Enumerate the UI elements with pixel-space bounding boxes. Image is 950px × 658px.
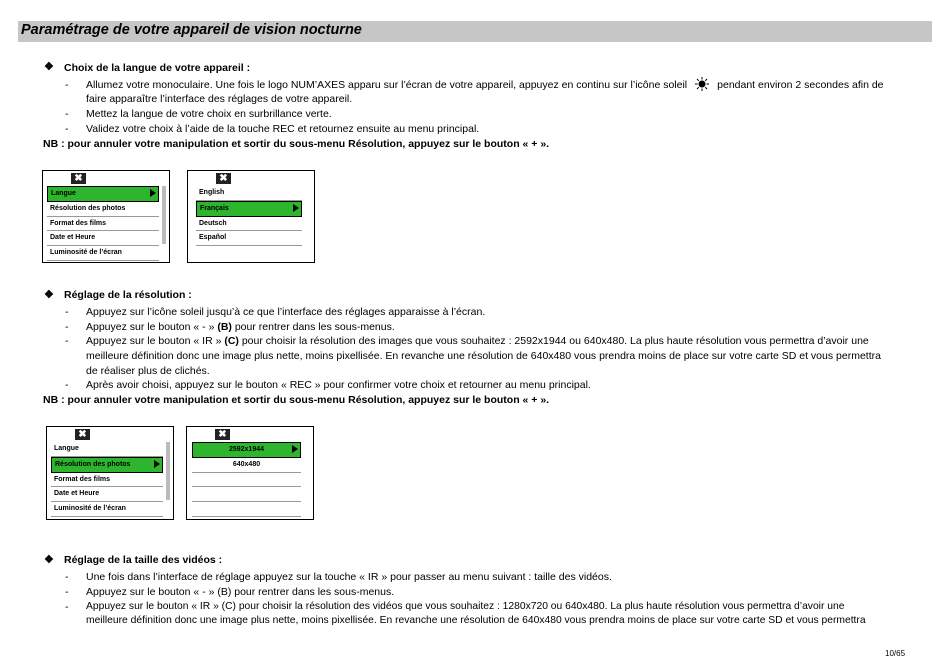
paragraph-line	[86, 78, 884, 93]
dash: -	[65, 123, 69, 135]
page-number: 10/65	[885, 649, 906, 658]
menu-item-deutsch: Deutsch	[196, 217, 302, 232]
text-segment: Appuyez sur le bouton « - »	[86, 321, 215, 333]
menu-item-photo-resolution: Résolution des photos	[47, 202, 159, 217]
resolution-menu-list	[192, 442, 301, 517]
tools-icon: ✖	[71, 173, 86, 184]
dash: -	[65, 321, 69, 333]
section-heading-language: Choix de la langue de votre appareil :	[64, 62, 251, 74]
paragraph-line	[86, 320, 395, 335]
text-segment: (B)	[217, 321, 232, 333]
menu-item-date-time: Date et Heure	[47, 231, 159, 246]
dash: -	[65, 586, 69, 598]
tools-icon: ✖	[75, 429, 90, 440]
paragraph-line: meilleure définition donc une image plus nette, moins pixellisée. En revanche une résolution de 640x480 vous prendra moins de place sur votre carte SD et vous permettra	[86, 350, 881, 362]
scrollbar	[162, 186, 166, 244]
menu-item-language: Langue	[51, 442, 163, 457]
section-heading-video-size: Réglage de la taille des vidéos :	[64, 554, 223, 566]
text-segment: pendant environ 2 secondes afin de	[717, 79, 884, 91]
scrollbar	[166, 442, 170, 500]
paragraph-line: meilleure définition donc une image plus nette, moins pixellisée. En revanche une résolution de 640x480 vous prendra moins de place sur votre carte SD et vous permettra	[86, 615, 866, 626]
paragraph-line: Appuyez sur le bouton « - » (B) pour rentrer dans les sous-menus.	[86, 586, 395, 598]
paragraph-line	[86, 334, 869, 349]
settings-menu-list	[47, 186, 159, 261]
text-segment: (C)	[224, 335, 239, 347]
page-title: Paramétrage de votre appareil de vision nocturne	[21, 22, 362, 38]
text-segment: Allumez votre monoculaire. Une fois le logo NUM’AXES apparu sur l’écran de votre appareil, appuyez en continu sur l’icône soleil	[86, 79, 688, 91]
text-segment: Appuyez sur le bouton « IR »	[86, 335, 222, 347]
paragraph-line: faire apparaître l’interface des réglages de votre appareil.	[86, 93, 353, 105]
text-segment: pour rentrer dans les sous-menus.	[234, 321, 395, 333]
diamond-bullet-icon: ❖	[44, 289, 54, 301]
sun-icon	[691, 77, 713, 91]
menu-item-film-format: Format des films	[47, 217, 159, 232]
text-segment: pour choisir la résolution des images que vous souhaitez : 2592x1944 ou 640x480. La plus haute résolution vous permettra d’avoir une	[241, 335, 869, 347]
menu-item-espanol: Español	[196, 231, 302, 246]
menu-item-empty	[192, 487, 301, 502]
dash: -	[65, 379, 69, 391]
paragraph-line: Appuyez sur le bouton « IR » (C) pour choisir la résolution des vidéos que vous souhaitez : 1280x720 ou 640x480. La plus haute résolution vous permettra d’avoir une	[86, 601, 845, 612]
paragraph-line: Une fois dans l’interface de réglage appuyez sur la touche « IR » pour passer au menu suivant : taille des vidéos.	[86, 571, 612, 583]
tools-icon: ✖	[215, 429, 230, 440]
language-menu-list	[196, 186, 302, 246]
menu-item-2592x1944: 2592x1944	[192, 442, 301, 458]
paragraph-line: de réaliser plus de clichés.	[86, 365, 210, 377]
diamond-bullet-icon: ❖	[44, 61, 54, 73]
tools-icon: ✖	[216, 173, 231, 184]
menu-item-language: Langue	[47, 186, 159, 202]
menu-item-francais: Français	[196, 201, 302, 217]
dash: -	[65, 571, 69, 583]
dash: -	[65, 306, 69, 318]
menu-item-640x480: 640x480	[192, 458, 301, 473]
paragraph-line: Appuyez sur l’icône soleil jusqu’à ce que l’interface des réglages apparaisse à l’écran.	[86, 306, 486, 318]
paragraph-line: Après avoir choisi, appuyez sur le bouton « REC » pour confirmer votre choix et retourner au menu principal.	[86, 379, 591, 391]
page-title-bar	[18, 21, 932, 42]
diamond-bullet-icon: ❖	[44, 554, 54, 566]
note-line: NB : pour annuler votre manipulation et sortir du sous-menu Résolution, appuyez sur le bouton « + ».	[43, 138, 550, 150]
dash: -	[65, 335, 69, 347]
menu-item-empty	[192, 473, 301, 488]
screen-language-menu	[187, 170, 315, 263]
menu-item-empty	[192, 502, 301, 517]
paragraph-line: Mettez la langue de votre choix en surbrillance verte.	[86, 108, 332, 120]
note-line: NB : pour annuler votre manipulation et sortir du sous-menu Résolution, appuyez sur le bouton « + ».	[43, 394, 550, 406]
menu-item-brightness: Luminosité de l’écran	[51, 502, 163, 517]
settings-menu-list	[51, 442, 163, 517]
dash: -	[65, 601, 69, 613]
section-heading-resolution: Réglage de la résolution :	[64, 289, 192, 301]
screen-settings-menu	[42, 170, 170, 263]
menu-item-brightness: Luminosité de l’écran	[47, 246, 159, 261]
screen-resolution-menu	[186, 426, 314, 520]
menu-item-photo-resolution: Résolution des photos	[51, 457, 163, 473]
menu-item-english: English	[196, 186, 302, 201]
screen-settings-menu	[46, 426, 174, 520]
dash: -	[65, 108, 69, 120]
menu-item-film-format: Format des films	[51, 473, 163, 488]
menu-item-date-time: Date et Heure	[51, 487, 163, 502]
paragraph-line: Validez votre choix à l’aide de la touche REC et retournez ensuite au menu principal.	[86, 123, 480, 135]
dash: -	[65, 79, 69, 91]
